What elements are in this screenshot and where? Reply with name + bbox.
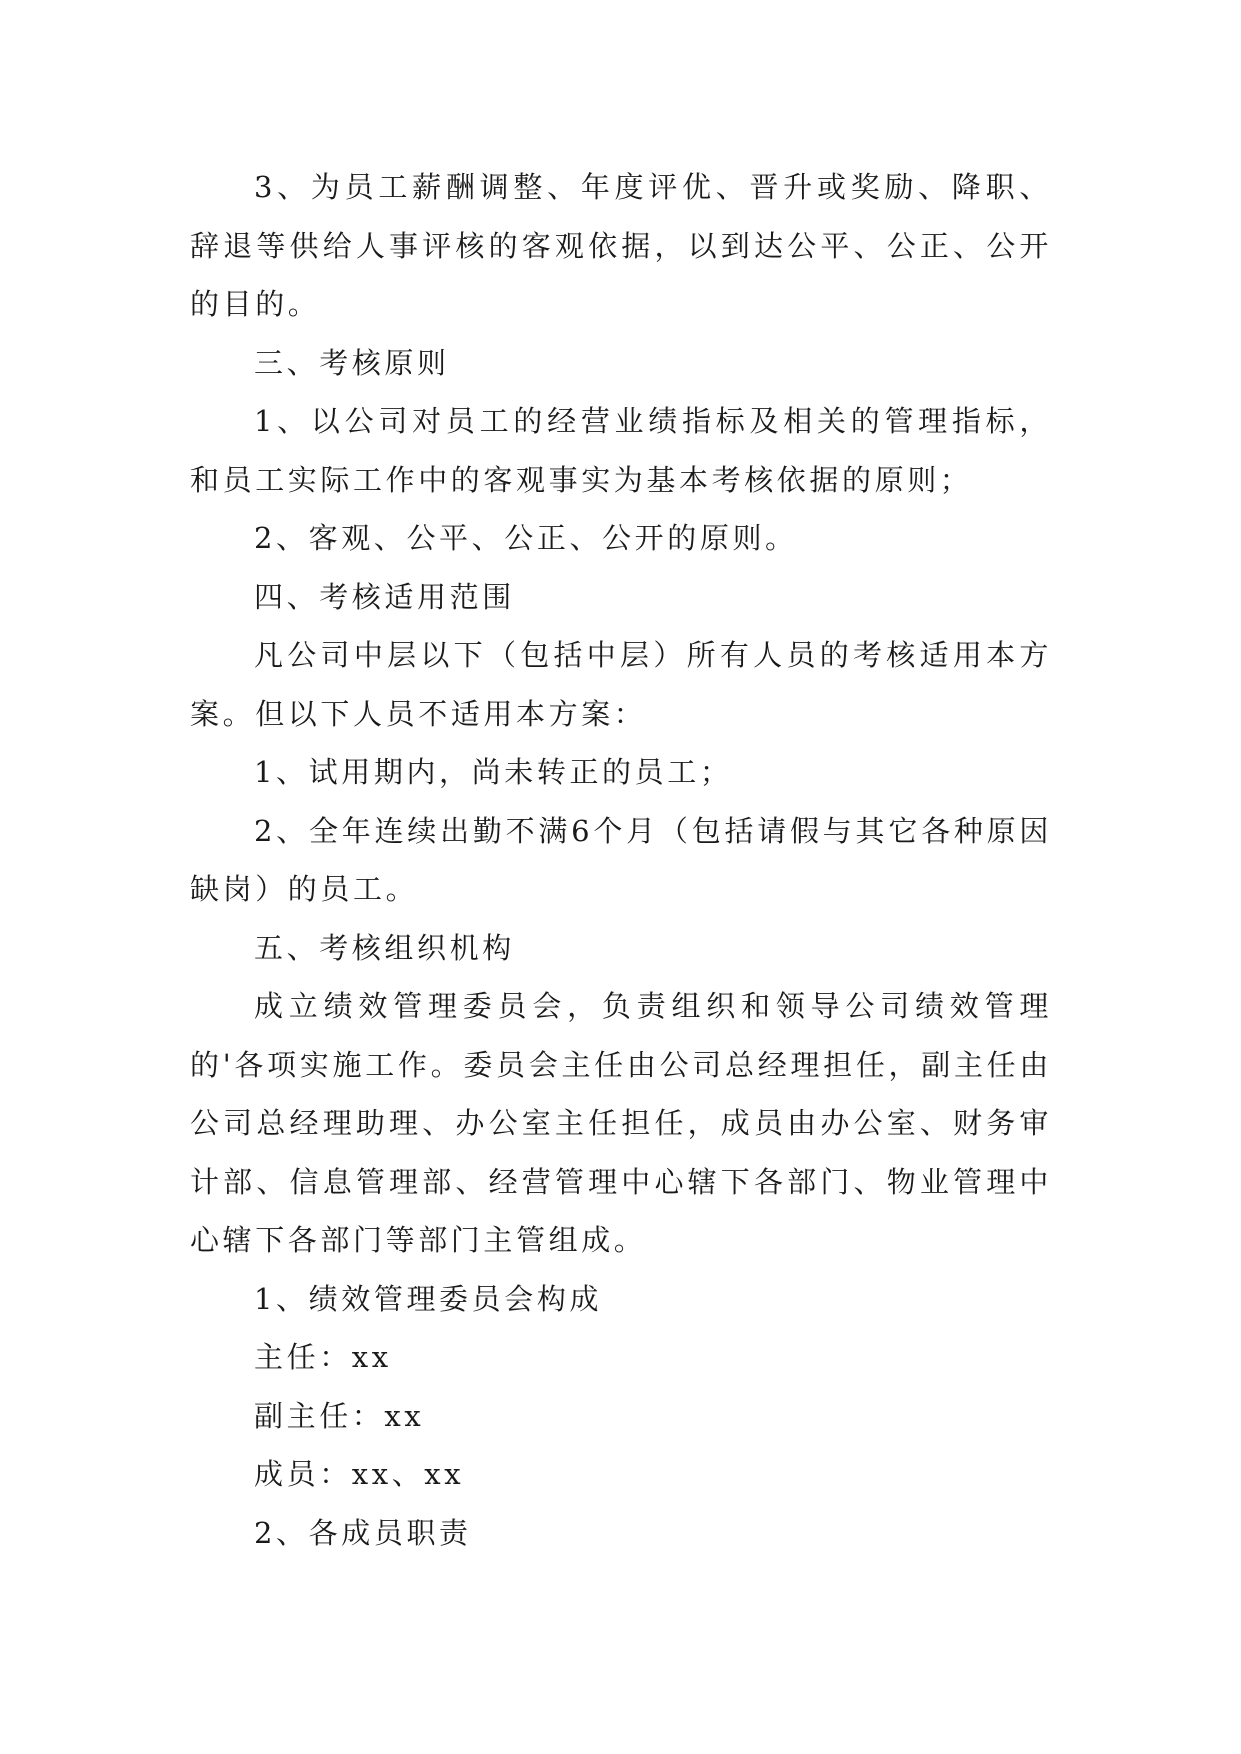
subheading-member-duties: 2、各成员职责 xyxy=(254,1515,472,1550)
paragraph-scope: 凡公司中层以下（包括中层）所有人员的考核适用本方案。但以下人员不适用本方案： xyxy=(190,638,1052,731)
paragraph-principle-1: 1、以公司对员工的经营业绩指标及相关的管理指标，和员工实际工作中的客观事实为基本考核依据的原则； xyxy=(190,404,1052,497)
subheading-committee-composition: 1、绩效管理委员会构成 xyxy=(254,1281,603,1316)
heading-evaluation-principles: 三、考核原则 xyxy=(254,345,450,380)
paragraph-principle-2: 2、客观、公平、公正、公开的原则。 xyxy=(254,521,798,555)
heading-evaluation-organization: 五、考核组织机构 xyxy=(254,930,515,965)
committee-members: 成员：xx、xx xyxy=(254,1457,465,1491)
paragraph-exclusion-1: 1、试用期内，尚未转正的员工； xyxy=(254,755,733,789)
paragraph-evaluation-purpose-3: 3、为员工薪酬调整、年度评优、晋升或奖励、降职、辞退等供给人事评核的客观依据，以到达公平、公正、公开的目的。 xyxy=(190,170,1052,321)
paragraph-committee: 成立绩效管理委员会，负责组织和领导公司绩效管理的'各项实施工作。委员会主任由公司总经理担任，副主任由公司总经理助理、办公室主任担任，成员由办公室、财务审计部、信息管理部、经营管理中心辖下各部门、物业管理中心辖下各部门等部门主管组成。 xyxy=(190,989,1052,1257)
committee-director: 主任：xx xyxy=(254,1340,392,1374)
paragraph-exclusion-2: 2、全年连续出勤不满6个月（包括请假与其它各种原因缺岗）的员工。 xyxy=(190,813,1052,906)
committee-deputy-director: 副主任：xx xyxy=(254,1398,425,1433)
document-body xyxy=(190,158,1052,1562)
heading-evaluation-scope: 四、考核适用范围 xyxy=(254,579,515,614)
